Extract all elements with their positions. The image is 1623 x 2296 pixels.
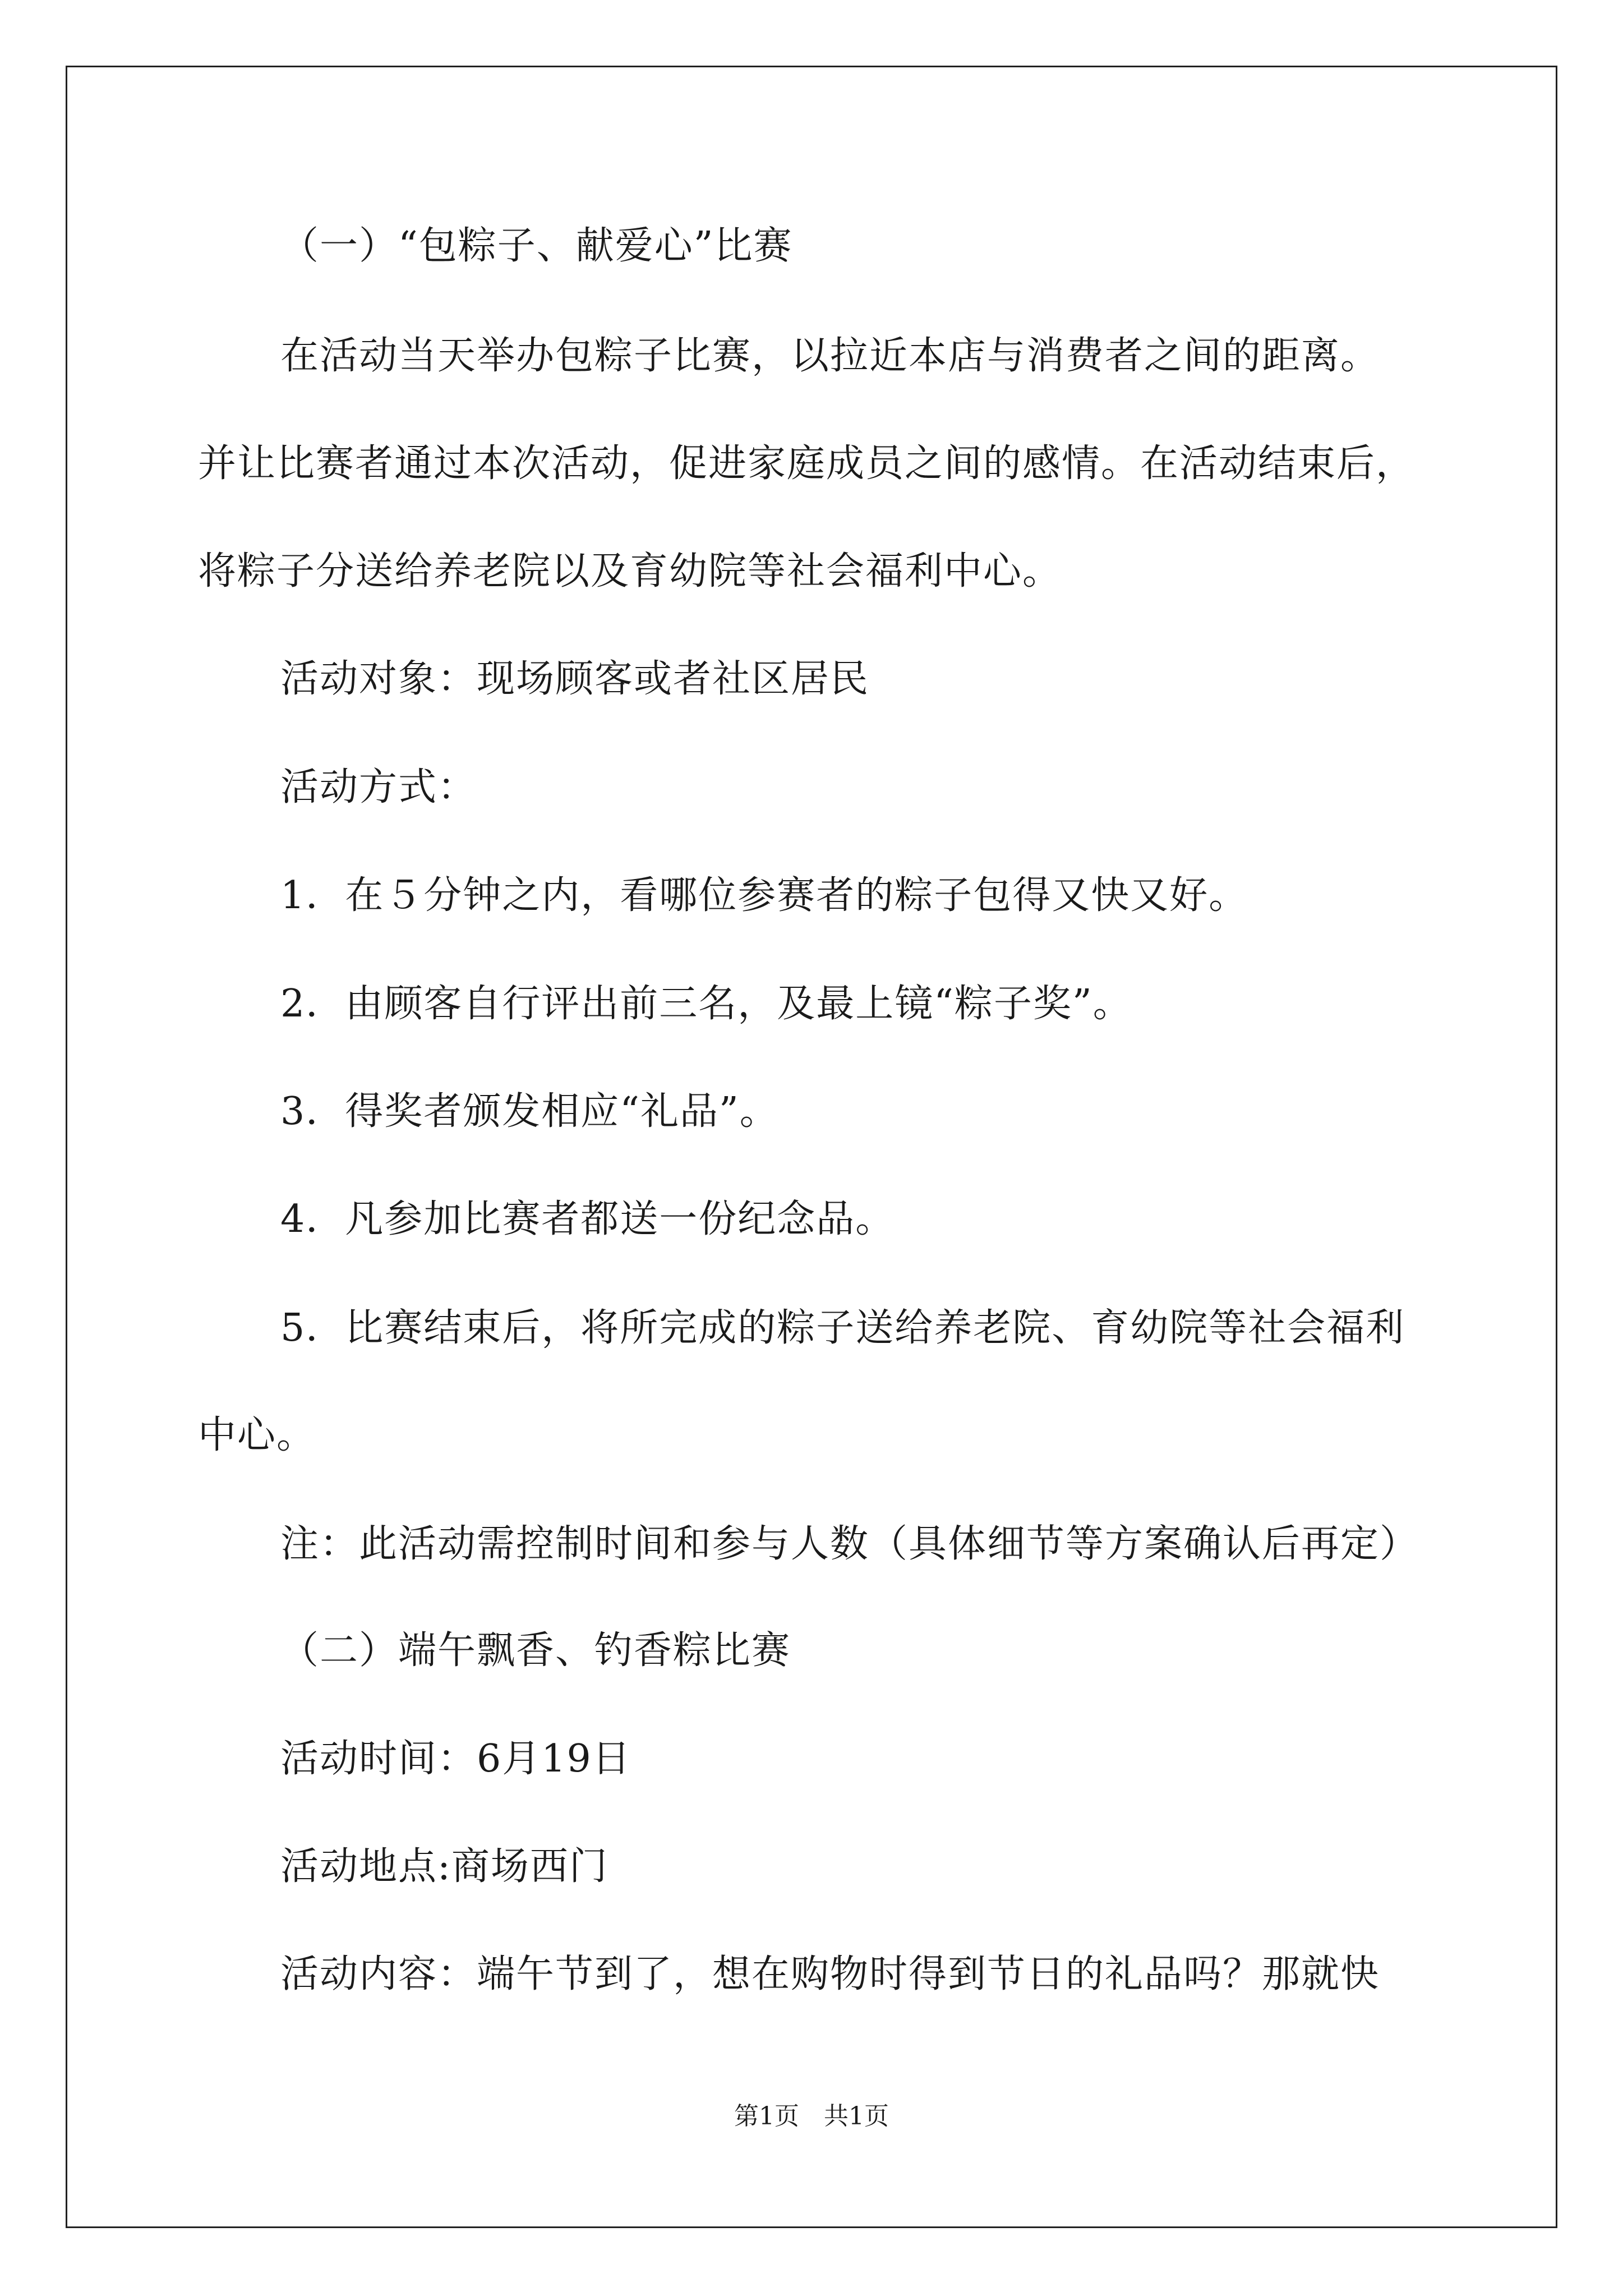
activity-content: 活动内容：端午节到了，想在购物时得到节日的礼品吗？那就快 [280,1952,1380,1996]
section-heading-2: （二）端午飘香、钓香粽比赛 [280,1628,791,1673]
activity-method-label: 活动方式： [280,765,477,809]
activity-time: 活动时间：6月19日 [280,1737,631,1781]
list-item-4: 4．凡参加比赛者都送一份纪念品。 [280,1197,895,1241]
note-line: 注：此活动需控制时间和参与人数（具体细节等方案确认后再定） [280,1522,1419,1566]
activity-location: 活动地点:商场西门 [280,1844,608,1889]
paragraph-line: 在活动当天举办包粽子比赛，以拉近本店与消费者之间的距离。 [280,334,1380,378]
list-item-5: 5．比赛结束后，将所完成的粽子送给养老院、育幼院等社会福利 [280,1306,1405,1350]
list-item-3: 3．得奖者颁发相应“礼品”。 [280,1089,779,1134]
paragraph-line: 并让比赛者通过本次活动，促进家庭成员之间的感情。在活动结束后， [198,441,1415,486]
list-item-2: 2．由顾客自行评出前三名，及最上镜“粽子奖”。 [280,982,1132,1026]
page-footer: 第1页 共1页 [734,2102,889,2131]
activity-target: 活动对象：现场顾客或者社区居民 [280,657,870,701]
section-heading-1: （一）“包粽子、献爱心”比赛 [280,224,793,268]
page-border [66,66,1557,2228]
list-item-1: 1．在５分钟之内，看哪位参赛者的粽子包得又快又好。 [280,873,1248,918]
paragraph-line: 将粽子分送给养老院以及育幼院等社会福利中心。 [198,549,1062,593]
list-item-5-continued: 中心。 [198,1413,316,1457]
